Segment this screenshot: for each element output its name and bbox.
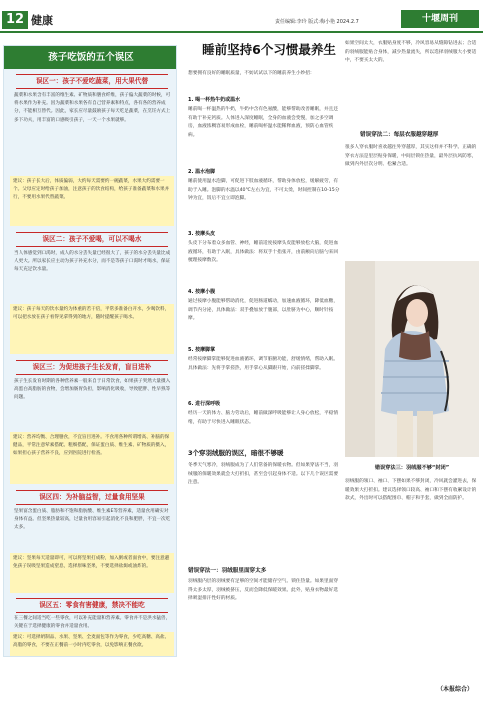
article-heading-3: 3. 按摩头皮 bbox=[188, 231, 216, 237]
sidebar-suggestion-3: 建议：营养均衡、合理膳食，不宜盲目进补。不食用各种所谓增高、补脑的保健品，平常注意荤素搭配、粗细搭配，保证蛋白质、维生素、矿物质的摄入，如果担心孩子营养不良，应到医院进行检查。 bbox=[10, 432, 174, 484]
source-note: （本报综合） bbox=[436, 686, 473, 693]
mistake1-title: 错误穿法一：羽绒服里面穿太多 bbox=[188, 568, 267, 574]
subarticle-title: 3个穿羽绒服的误区，暗很不够暖 bbox=[188, 449, 284, 457]
sidebar-heading-1: 误区一：孩子不爱吃蔬菜，用大果代替 bbox=[16, 74, 168, 89]
article-heading-2: 2. 温水泡脚 bbox=[188, 169, 216, 175]
sidebar-heading-3: 误区三：为促进孩子生长发育，盲目进补 bbox=[16, 360, 168, 375]
sidebar-body-3: 孩子生长发育时期的各种营养素一般来自于日常饮食，如果孩子突然大量摄入高蛋白高脂肪的食物，会增加肠胃负担，影响消化吸收，导致肥胖、性早熟等问题。 bbox=[14, 379, 171, 401]
article-body-2: 睡前使用温水泡脚，可促进下肢血液循环，帮助身体放松，缓解疲劳，有助于入睡。泡脚的水温以40℃左右为宜，不可太烫，时间控制在10-15分钟为宜，饭后不宜立即泡脚。 bbox=[188, 179, 340, 202]
article-heading-1: 1. 喝一杯热牛奶或温水 bbox=[188, 97, 241, 103]
subarticle-body: 冬季天气寒冷，羽绒服成为了人们常备的保暖衣物。但如果穿法不当，羽绒服的保暖效果就会大打折扣，甚至会引起身体不适。以下几个误区需要注意。 bbox=[188, 463, 339, 486]
article-body-4: 通过按摩小腹能够帮助消化，促进肠道蠕动，加速血液循环，降低血糖，调节内分泌，具体做法：双手叠加放于腹部，以肚脐为中心，顺时针按摩。 bbox=[188, 299, 339, 322]
article-intro: 想要拥有良好的睡眠质量，不妨试试以下的睡前养生小妙招： bbox=[188, 71, 315, 76]
sidebar-heading-2: 误区二：孩子不爱喝，可以不喝水 bbox=[16, 232, 168, 247]
sidebar-body-5: 在三餐之间适当吃一些零食，可以补充能量和营养素。零食并不是洪水猛兽，关键在于选择健康的零食并适量食用。 bbox=[14, 616, 171, 630]
sidebar-panel bbox=[3, 45, 177, 657]
sidebar-suggestion-1: 建议：孩子长大后，体质偏弱，大约每天需要约一碗蔬菜，水果大约需要一个。父母应定时给孩子加油，注意孩子的饮食结构，给孩子准备蔬菜和水果并行，不要用水果代替蔬菜。 bbox=[10, 176, 174, 226]
mistake1-body: 羽绒服内层的羽绒要有足够的空间才能储存空气、锁住热量。如果里面穿得太多太厚，羽绒被挤压，反而会降低保暖效果。此外，贴身衣物最好选择吸湿排汗性好的材质。 bbox=[188, 579, 339, 602]
sidebar-heading-5: 误区五：零食有害健康，禁决不能吃 bbox=[16, 598, 168, 613]
article-body-3: 头皮下分布着众多血管、神经，睡前适度按摩头皮能够放松大脑，促进血液循环，有助于入眠，具体做法：将双手十指张开，由前额向后脑勺来回梳理按摩数次。 bbox=[188, 241, 339, 264]
fashion-photo bbox=[345, 261, 479, 457]
article-title: 睡前坚持6个习惯最养生 bbox=[202, 42, 336, 57]
header-divider bbox=[0, 31, 483, 33]
sidebar-suggestion-5: 建议：可选择奶制品、水果、坚果、全麦面包等作为零食，少吃高糖、高盐、高脂的零食，不要在正餐前一小时内吃零食，以免影响正餐食欲。 bbox=[10, 632, 174, 656]
mistake2-title: 错误穿法二：每层衣服越穿越厚 bbox=[360, 132, 439, 138]
sidebar-body-2: 当人体感觉到口渴时，成人的水分丢失量已经很大了，孩子的水分丢失量比成人更大。所以家长应主动为孩子补充水分，而不是等孩子口渴时才喝水，保证每天充足饮水量。 bbox=[14, 251, 171, 273]
page-header bbox=[0, 0, 483, 32]
sidebar-body-1: 蔬菜和水果含有丰富的维生素、矿物质和膳食纤维，孩子偏大蔬菜的时候，可将水果作为补充。因为蔬菜和水果各有自己营养素和特点，各有各的营养成分，不能相互替代。因此，家长应尽量鼓励孩子每天吃足蔬菜，在烹饪方式上多下功夫，用丰富的口感吸引孩子，一天一个水果就够。 bbox=[14, 93, 171, 123]
article-heading-4: 4. 按摩小腹 bbox=[188, 289, 216, 295]
sidebar-suggestion-2: 建议：孩子每天的饮水量约为体重的若干倍，平常多准备白开水，少喝饮料，可以把水放在孩子看得见拿得到的地方，随时提醒孩子喝水。 bbox=[10, 304, 174, 354]
page-number: 12 bbox=[2, 11, 28, 29]
section-label: 健康 bbox=[31, 14, 53, 27]
woman-in-puffer-jacket-image bbox=[345, 261, 479, 457]
article-heading-6: 6. 进行深呼吸 bbox=[188, 401, 221, 407]
brand-banner: 十堰周刊 bbox=[401, 10, 479, 28]
sidebar-suggestion-4: 建议：坚果每天适量即可，可以将坚果打成粉，加入粥或者面食中，要注意避免孩子误吸坚果造成窒息，选择原味坚果，不要选择盐焗或油炸的。 bbox=[10, 553, 174, 593]
article-body-1: 睡前喝一杯温热的牛奶，牛奶中含有色氨酸，能够帮助改善睡眠，并且还有助于补充钙质。人体进入深度睡眠，全身的血液会变慢，加之多空调房，血液浓稠容易形成血栓，睡前喝杯温水能稀释血液，预防心血管疾病。 bbox=[188, 107, 339, 138]
article-body-5: 经常按摩脚掌能够促进血液循环，调节脏腑功能，舒缓情绪，帮助入眠。具体做法：先将手掌搓热，用手掌心从脚跟开始，向前搓揉脚掌。 bbox=[188, 357, 339, 371]
sidebar-title: 孩子吃饭的五个误区 bbox=[4, 46, 177, 69]
right-column-top: 如果空间太大，衣服贴身度不够，冷风容易从缝隙钻进去；合适的羽绒服能贴合身体，减少热量流失，所以选择羽绒服大小要适中，不要买太大的。 bbox=[345, 41, 477, 64]
article-heading-5: 5. 按摩脚掌 bbox=[188, 347, 216, 353]
mistake3-body: 羽绒服的领口、袖口、下摆如果不够封闭，冷风就会灌进去，保暖效果大打折扣。建议选择领口较高、袖口和下摆有收紧设计的款式，外出时可以搭配围巾、帽子和手套，做到全面防护。 bbox=[345, 479, 477, 502]
sidebar-body-4: 坚果富含蛋白质、脂肪和不饱和脂肪酸、维生素E等营养素，适量食用确实对身体有益。但坚果热量较高，过量食用容易引起消化不良和肥胖，不宜一次吃太多。 bbox=[14, 509, 171, 531]
sidebar-heading-4: 误区四：为补脑益智，过量食用坚果 bbox=[16, 490, 168, 505]
mistake2-body: 很多人穿衣服时喜欢越往外穿越厚，其实这样并不科学。正确的穿衣方法是里层贴身保暖，中间层锁住热量，最外层抗风防寒，做到内外层次分明、松紧合适。 bbox=[345, 145, 477, 168]
photo-caption: 错误穿法三：羽绒服不够“封闭” bbox=[374, 465, 450, 471]
editor-credits: 责任编辑:李玲 版式:梅小艳 2024.2.7 bbox=[275, 19, 359, 25]
article-body-6: 经历一天的体力、脑力劳动后，睡前做深呼吸能够让人身心放松，平稳情绪，有助于尽快进入睡眠状态。 bbox=[188, 411, 339, 425]
